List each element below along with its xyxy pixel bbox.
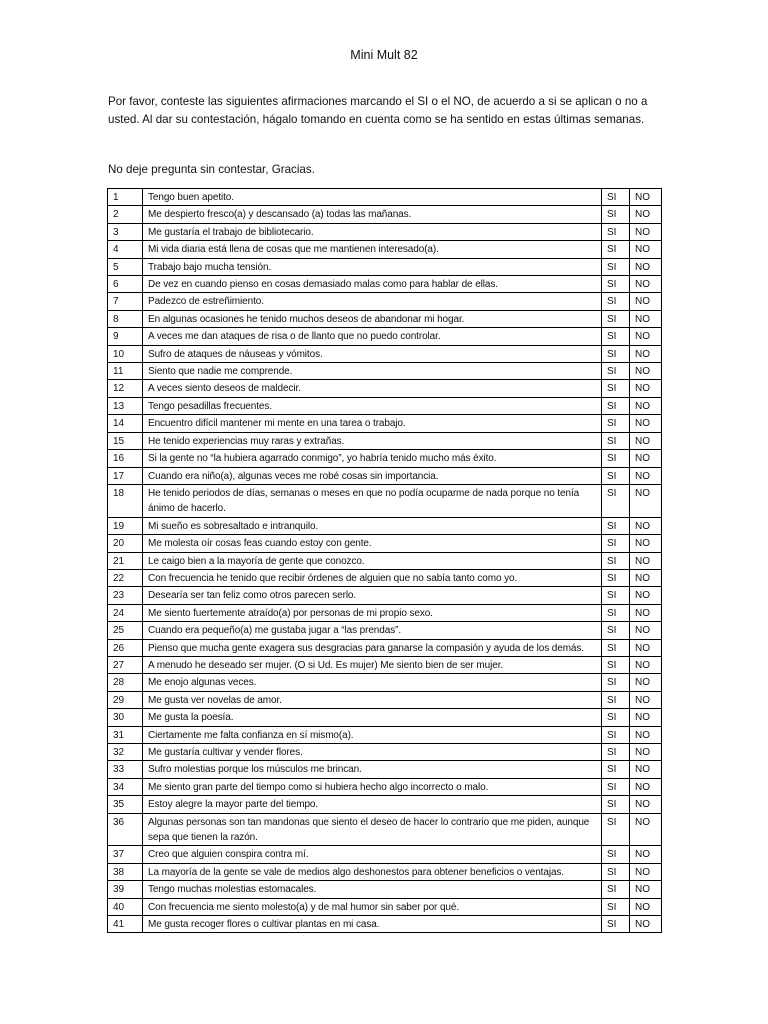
answer-si-option[interactable]: SI [602, 517, 630, 534]
question-number: 4 [108, 241, 143, 258]
answer-no-option[interactable]: NO [630, 744, 662, 761]
answer-no-option[interactable]: NO [630, 604, 662, 621]
question-number: 36 [108, 813, 143, 846]
page-title: Mini Mult 82 [350, 48, 418, 62]
question-number: 29 [108, 691, 143, 708]
question-number: 30 [108, 709, 143, 726]
answer-si-option[interactable]: SI [602, 813, 630, 846]
instructions-paragraph: Por favor, conteste las siguientes afirmaciones marcando el SI o el NO, de acuerdo a si se aplican o no a usted. Al dar su contestación, hágalo tomando en cuenta como se ha sentido en estas últimas semanas. [108, 95, 648, 126]
answer-no-option[interactable]: NO [630, 863, 662, 880]
question-text: Si la gente no “la hubiera agarrado conmigo”, yo habría tenido mucho más éxito. [143, 450, 602, 467]
table-row [108, 674, 662, 691]
question-number: 34 [108, 778, 143, 795]
table-row [108, 484, 662, 517]
answer-si-option[interactable]: SI [602, 726, 630, 743]
answer-no-option[interactable]: NO [630, 467, 662, 484]
table-row [108, 363, 662, 380]
question-number: 26 [108, 639, 143, 656]
table-row [108, 691, 662, 708]
question-text: Siento que nadie me comprende. [143, 363, 602, 380]
question-number: 10 [108, 345, 143, 362]
question-text: Cuando era pequeño(a) me gustaba jugar a “las prendas”. [143, 622, 602, 639]
question-number: 13 [108, 397, 143, 414]
table-row [108, 467, 662, 484]
answer-no-option[interactable]: NO [630, 517, 662, 534]
question-text: A menudo he deseado ser mujer. (O si Ud. Es mujer) Me siento bien de ser mujer. [143, 656, 602, 673]
question-number: 14 [108, 415, 143, 432]
question-text: La mayoría de la gente se vale de medios algo deshonestos para obtener beneficios o ventajas. [143, 863, 602, 880]
question-number: 33 [108, 761, 143, 778]
answer-si-option[interactable]: SI [602, 622, 630, 639]
answer-si-option[interactable]: SI [602, 916, 630, 933]
table-row [108, 881, 662, 898]
question-text: Me despierto fresco(a) y descansado (a) todas las mañanas. [143, 206, 602, 223]
answer-si-option[interactable]: SI [602, 241, 630, 258]
answer-si-option[interactable]: SI [602, 604, 630, 621]
answer-si-option[interactable]: SI [602, 881, 630, 898]
question-number: 25 [108, 622, 143, 639]
answer-no-option[interactable]: NO [630, 328, 662, 345]
table-row [108, 535, 662, 552]
question-number: 40 [108, 898, 143, 915]
question-number: 17 [108, 467, 143, 484]
question-number: 1 [108, 189, 143, 206]
question-text: Me enojo algunas veces. [143, 674, 602, 691]
question-number: 35 [108, 796, 143, 813]
answer-si-option[interactable]: SI [602, 450, 630, 467]
answer-no-option[interactable]: NO [630, 552, 662, 569]
answer-no-option[interactable]: NO [630, 397, 662, 414]
answer-si-option[interactable]: SI [602, 484, 630, 517]
answer-si-option[interactable]: SI [602, 415, 630, 432]
answer-no-option[interactable]: NO [630, 241, 662, 258]
question-text: Trabajo bajo mucha tensión. [143, 258, 602, 275]
question-text: A veces me dan ataques de risa o de llanto que no puedo controlar. [143, 328, 602, 345]
question-text: Algunas personas son tan mandonas que siento el deseo de hacer lo contrario que me piden, aunque sepa que tienen la razón. [143, 813, 602, 846]
answer-no-option[interactable]: NO [630, 639, 662, 656]
answer-si-option[interactable]: SI [602, 206, 630, 223]
answer-no-option[interactable]: NO [630, 380, 662, 397]
answer-si-option[interactable]: SI [602, 846, 630, 863]
answer-si-option[interactable]: SI [602, 328, 630, 345]
question-text: A veces siento deseos de maldecir. [143, 380, 602, 397]
question-number: 19 [108, 517, 143, 534]
table-row [108, 517, 662, 534]
answer-si-option[interactable]: SI [602, 587, 630, 604]
answer-no-option[interactable]: NO [630, 484, 662, 517]
answer-no-option[interactable]: NO [630, 916, 662, 933]
answer-si-option[interactable]: SI [602, 656, 630, 673]
table-row [108, 432, 662, 449]
table-row [108, 206, 662, 223]
table-row [108, 604, 662, 621]
question-text: Encuentro difícil mantener mi mente en una tarea o trabajo. [143, 415, 602, 432]
table-row [108, 328, 662, 345]
question-text: Me gustaría el trabajo de bibliotecario. [143, 223, 602, 240]
instructions-note: No deje pregunta sin contestar, Gracias. [108, 163, 315, 176]
question-text: He tenido experiencias muy raras y extrañas. [143, 432, 602, 449]
question-number: 22 [108, 569, 143, 586]
questions-table [107, 188, 662, 933]
table-row [108, 761, 662, 778]
answer-si-option[interactable]: SI [602, 293, 630, 310]
answer-no-option[interactable]: NO [630, 258, 662, 275]
answer-no-option[interactable]: NO [630, 276, 662, 293]
question-text: Sufro molestias porque los músculos me brincan. [143, 761, 602, 778]
answer-si-option[interactable]: SI [602, 223, 630, 240]
question-number: 39 [108, 881, 143, 898]
answer-no-option[interactable]: NO [630, 587, 662, 604]
question-text: Me gusta la poesía. [143, 709, 602, 726]
table-row [108, 778, 662, 795]
question-text: Estoy alegre la mayor parte del tiempo. [143, 796, 602, 813]
question-text: Tengo buen apetito. [143, 189, 602, 206]
answer-si-option[interactable]: SI [602, 276, 630, 293]
question-text: Con frecuencia he tenido que recibir órdenes de alguien que no sabía tanto como yo. [143, 569, 602, 586]
question-text: De vez en cuando pienso en cosas demasiado malas como para hablar de ellas. [143, 276, 602, 293]
question-text: Me siento gran parte del tiempo como si hubiera hecho algo incorrecto o malo. [143, 778, 602, 795]
answer-si-option[interactable]: SI [602, 258, 630, 275]
question-number: 9 [108, 328, 143, 345]
answer-si-option[interactable]: SI [602, 709, 630, 726]
answer-no-option[interactable]: NO [630, 881, 662, 898]
answer-si-option[interactable]: SI [602, 345, 630, 362]
table-row [108, 639, 662, 656]
answer-no-option[interactable]: NO [630, 846, 662, 863]
question-number: 38 [108, 863, 143, 880]
table-row [108, 744, 662, 761]
question-text: Me gusta recoger flores o cultivar plantas en mi casa. [143, 916, 602, 933]
question-number: 20 [108, 535, 143, 552]
answer-no-option[interactable]: NO [630, 415, 662, 432]
answer-si-option[interactable]: SI [602, 744, 630, 761]
question-text: Le caigo bien a la mayoría de gente que conozco. [143, 552, 602, 569]
answer-no-option[interactable]: NO [630, 450, 662, 467]
question-number: 23 [108, 587, 143, 604]
answer-si-option[interactable]: SI [602, 898, 630, 915]
table-row [108, 310, 662, 327]
question-text: Sufro de ataques de náuseas y vómitos. [143, 345, 602, 362]
question-number: 7 [108, 293, 143, 310]
question-number: 24 [108, 604, 143, 621]
question-text: Me gustaría cultivar y vender flores. [143, 744, 602, 761]
question-number: 16 [108, 450, 143, 467]
answer-no-option[interactable]: NO [630, 189, 662, 206]
question-number: 11 [108, 363, 143, 380]
answer-no-option[interactable]: NO [630, 293, 662, 310]
question-text: He tenido periodos de días, semanas o meses en que no podía ocuparme de nada porque no tenía ánimo de hacerlo. [143, 484, 602, 517]
table-row [108, 189, 662, 206]
question-text: En algunas ocasiones he tenido muchos deseos de abandonar mi hogar. [143, 310, 602, 327]
answer-si-option[interactable]: SI [602, 569, 630, 586]
question-number: 28 [108, 674, 143, 691]
table-row [108, 241, 662, 258]
question-text: Con frecuencia me siento molesto(a) y de mal humor sin saber por qué. [143, 898, 602, 915]
table-row [108, 552, 662, 569]
table-row [108, 846, 662, 863]
answer-si-option[interactable]: SI [602, 310, 630, 327]
table-row [108, 569, 662, 586]
table-row [108, 293, 662, 310]
answer-no-option[interactable]: NO [630, 674, 662, 691]
question-text: Me molesta oír cosas feas cuando estoy con gente. [143, 535, 602, 552]
answer-no-option[interactable]: NO [630, 656, 662, 673]
table-row [108, 276, 662, 293]
answer-si-option[interactable]: SI [602, 796, 630, 813]
question-number: 31 [108, 726, 143, 743]
table-row [108, 709, 662, 726]
question-number: 37 [108, 846, 143, 863]
question-number: 32 [108, 744, 143, 761]
answer-si-option[interactable]: SI [602, 863, 630, 880]
table-row [108, 587, 662, 604]
answer-si-option[interactable]: SI [602, 535, 630, 552]
answer-si-option[interactable]: SI [602, 778, 630, 795]
answer-no-option[interactable]: NO [630, 898, 662, 915]
answer-no-option[interactable]: NO [630, 569, 662, 586]
answer-si-option[interactable]: SI [602, 363, 630, 380]
answer-si-option[interactable]: SI [602, 467, 630, 484]
question-text: Padezco de estreñimiento. [143, 293, 602, 310]
answer-no-option[interactable]: NO [630, 622, 662, 639]
answer-no-option[interactable]: NO [630, 726, 662, 743]
answer-si-option[interactable]: SI [602, 189, 630, 206]
question-number: 41 [108, 916, 143, 933]
answer-no-option[interactable]: NO [630, 796, 662, 813]
question-number: 15 [108, 432, 143, 449]
answer-si-option[interactable]: SI [602, 761, 630, 778]
question-text: Me gusta ver novelas de amor. [143, 691, 602, 708]
answer-no-option[interactable]: NO [630, 432, 662, 449]
question-text: Ciertamente me falta confianza en sí mismo(a). [143, 726, 602, 743]
table-row [108, 898, 662, 915]
answer-no-option[interactable]: NO [630, 761, 662, 778]
answer-si-option[interactable]: SI [602, 674, 630, 691]
answer-si-option[interactable]: SI [602, 639, 630, 656]
question-number: 5 [108, 258, 143, 275]
answer-no-option[interactable]: NO [630, 535, 662, 552]
answer-no-option[interactable]: NO [630, 709, 662, 726]
question-number: 2 [108, 206, 143, 223]
question-text: Mi sueño es sobresaltado e intranquilo. [143, 517, 602, 534]
question-number: 8 [108, 310, 143, 327]
answer-si-option[interactable]: SI [602, 691, 630, 708]
question-text: Creo que alguien conspira contra mí. [143, 846, 602, 863]
question-text: Tengo muchas molestias estomacales. [143, 881, 602, 898]
table-row [108, 380, 662, 397]
question-number: 3 [108, 223, 143, 240]
question-number: 27 [108, 656, 143, 673]
question-number: 6 [108, 276, 143, 293]
table-row [108, 813, 662, 846]
table-row [108, 863, 662, 880]
answer-si-option[interactable]: SI [602, 552, 630, 569]
question-text: Desearía ser tan feliz como otros parecen serlo. [143, 587, 602, 604]
answer-no-option[interactable]: NO [630, 813, 662, 846]
question-number: 21 [108, 552, 143, 569]
question-text: Me siento fuertemente atraído(a) por personas de mi propio sexo. [143, 604, 602, 621]
table-row [108, 450, 662, 467]
answer-no-option[interactable]: NO [630, 778, 662, 795]
answer-no-option[interactable]: NO [630, 345, 662, 362]
question-number: 18 [108, 484, 143, 517]
answer-no-option[interactable]: NO [630, 691, 662, 708]
table-row [108, 258, 662, 275]
table-row [108, 916, 662, 933]
table-row [108, 223, 662, 240]
question-number: 12 [108, 380, 143, 397]
table-row [108, 726, 662, 743]
answer-si-option[interactable]: SI [602, 397, 630, 414]
table-row [108, 345, 662, 362]
question-text: Tengo pesadillas frecuentes. [143, 397, 602, 414]
answer-si-option[interactable]: SI [602, 380, 630, 397]
question-text: Cuando era niño(a), algunas veces me robé cosas sin importancia. [143, 467, 602, 484]
table-row [108, 397, 662, 414]
answer-si-option[interactable]: SI [602, 432, 630, 449]
table-row [108, 415, 662, 432]
answer-no-option[interactable]: NO [630, 310, 662, 327]
question-text: Pienso que mucha gente exagera sus desgracias para ganarse la compasión y ayuda de los demás. [143, 639, 602, 656]
table-row [108, 656, 662, 673]
answer-no-option[interactable]: NO [630, 206, 662, 223]
answer-no-option[interactable]: NO [630, 363, 662, 380]
table-row [108, 622, 662, 639]
question-text: Mi vida diaria está llena de cosas que me mantienen interesado(a). [143, 241, 602, 258]
answer-no-option[interactable]: NO [630, 223, 662, 240]
table-row [108, 796, 662, 813]
questions-table-body [108, 189, 662, 933]
